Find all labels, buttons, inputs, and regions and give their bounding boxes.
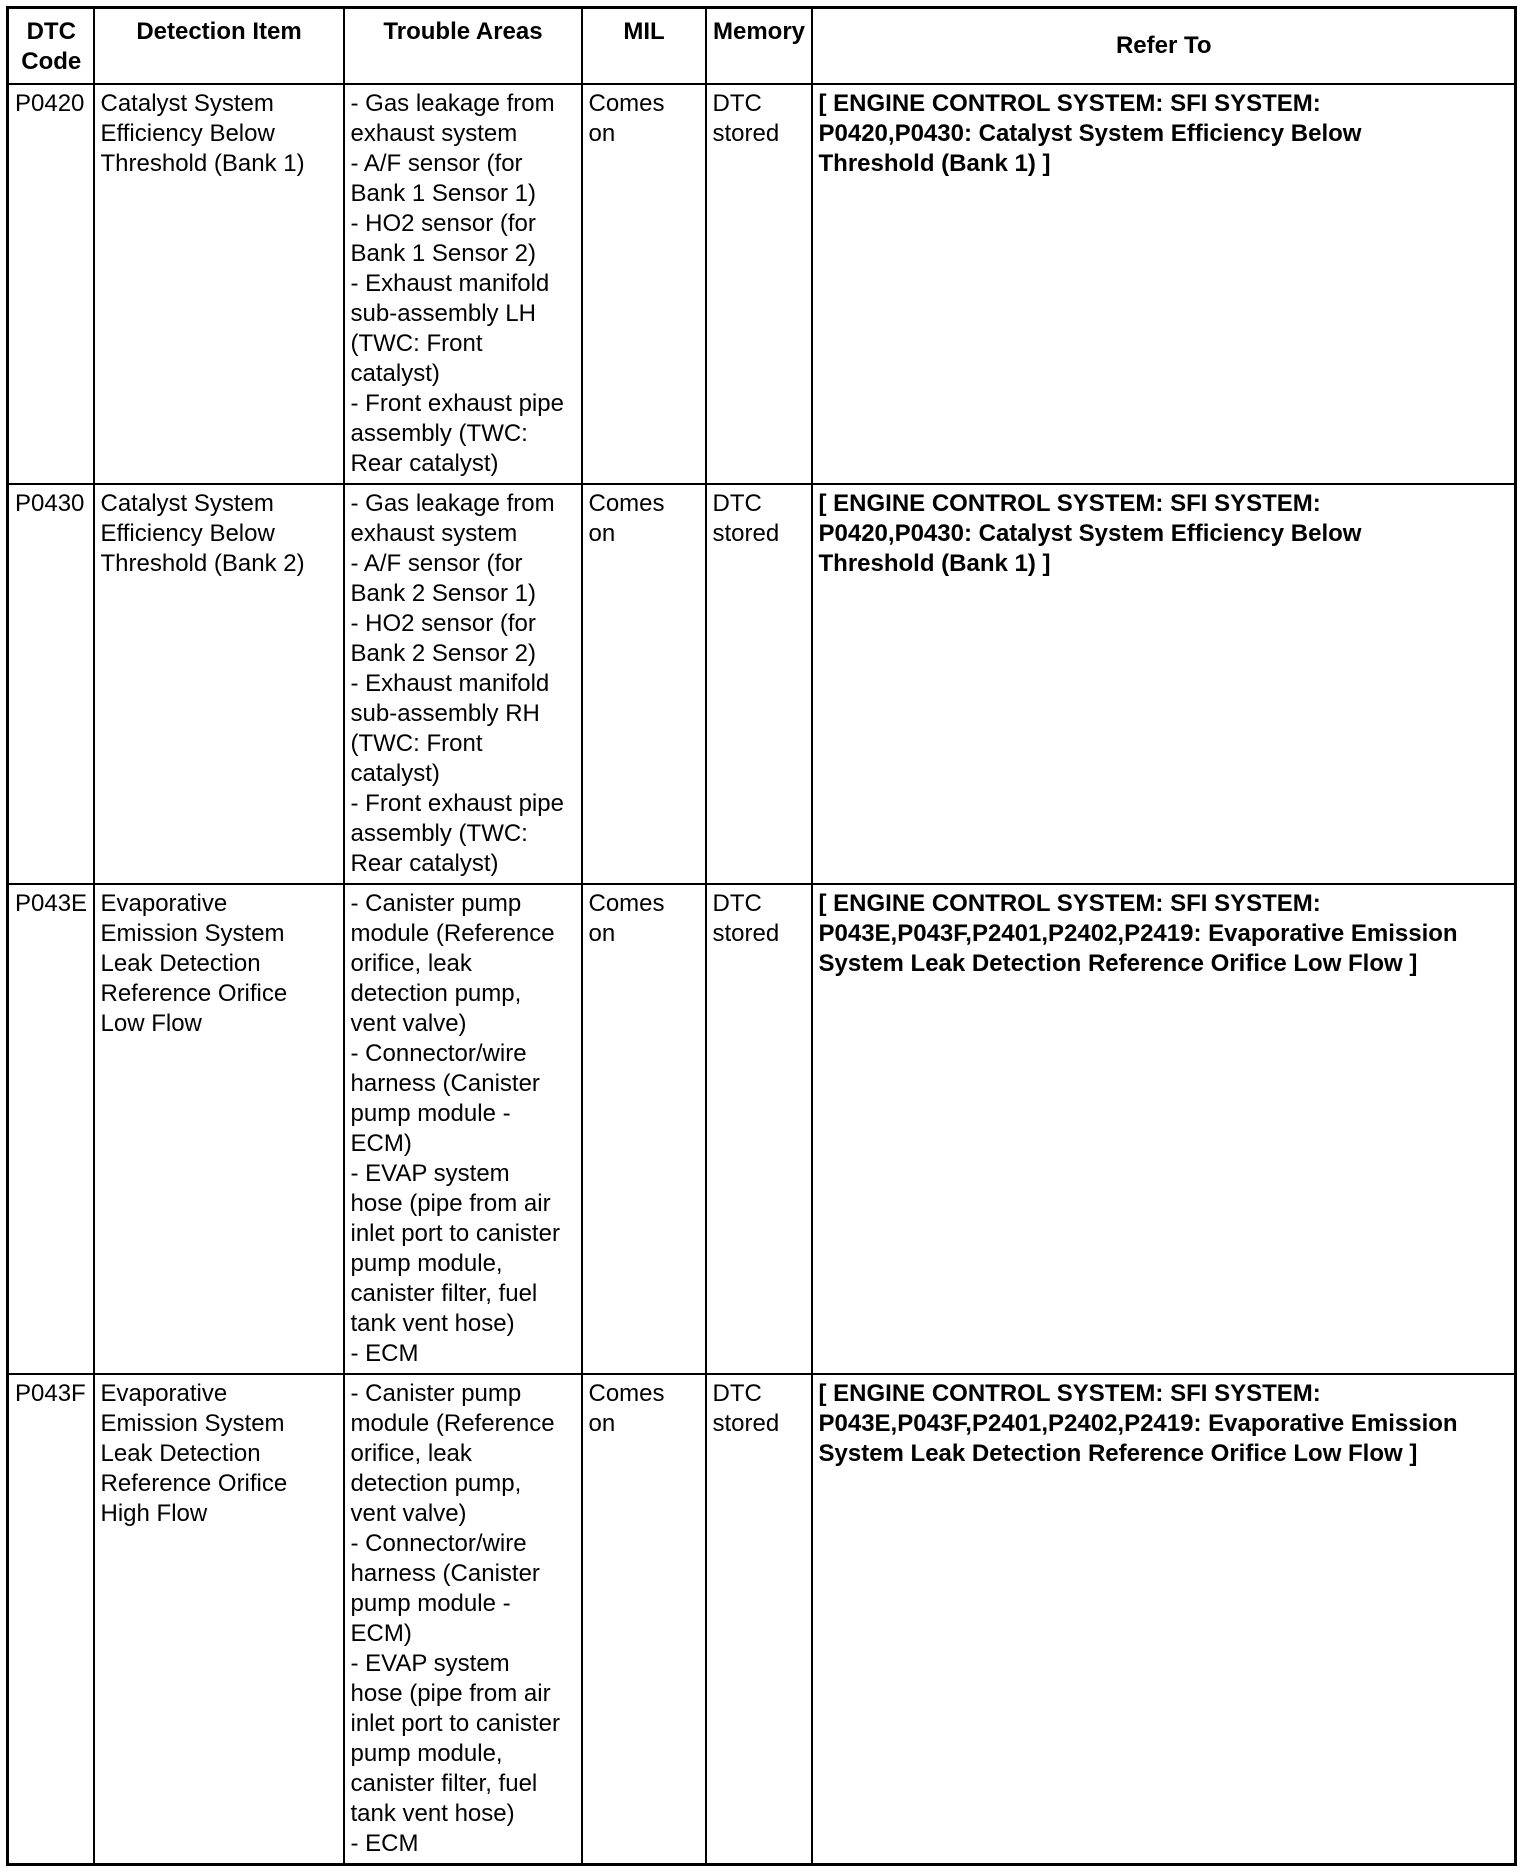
- refer-to-link-line[interactable]: [ ENGINE CONTROL SYSTEM: SFI SYSTEM:: [818, 90, 1321, 117]
- trouble-areas-cell-line: pump module,: [350, 1740, 503, 1767]
- trouble-areas-cell-line: hose (pipe from air: [350, 1190, 551, 1217]
- mil-cell: [582, 1374, 706, 1865]
- trouble-areas-cell-line: - Canister pump: [350, 890, 522, 917]
- memory-cell-line: stored: [712, 920, 780, 947]
- refer-to-link-line[interactable]: P0420,P0430: Catalyst System Efficiency Below: [818, 520, 1362, 547]
- trouble-areas-cell-line: - Exhaust manifold: [350, 670, 550, 697]
- trouble-areas-cell-line: pump module -: [350, 1100, 511, 1127]
- mil-cell-line: Comes: [588, 890, 665, 917]
- trouble-areas-cell-line: inlet port to canister: [350, 1220, 560, 1247]
- refer-to-link-line[interactable]: [ ENGINE CONTROL SYSTEM: SFI SYSTEM:: [818, 890, 1321, 917]
- table-row: [8, 1374, 1516, 1865]
- mil-cell: [582, 484, 706, 884]
- detection-item-cell: [94, 884, 344, 1374]
- memory-cell: [706, 1374, 812, 1865]
- mil-cell-line: Comes: [588, 1380, 665, 1407]
- trouble-areas-cell-line: sub-assembly RH: [350, 700, 540, 727]
- trouble-areas-cell-line: pump module -: [350, 1590, 511, 1617]
- refer-to-link-line[interactable]: P043E,P043F,P2401,P2402,P2419: Evaporative Emission: [818, 920, 1458, 947]
- trouble-areas-cell-line: Bank 1 Sensor 1): [350, 180, 536, 207]
- trouble-areas-cell-line: Bank 2 Sensor 1): [350, 580, 536, 607]
- detection-item-cell-line: Reference Orifice: [100, 980, 288, 1007]
- memory-cell-line: stored: [712, 1410, 780, 1437]
- trouble-areas-cell-line: - HO2 sensor (for: [350, 210, 536, 237]
- mil-cell: [582, 84, 706, 484]
- trouble-areas-cell: [344, 884, 582, 1374]
- trouble-areas-cell: [344, 84, 582, 484]
- memory-cell: [706, 884, 812, 1374]
- mil-cell-line: on: [588, 120, 616, 147]
- refer-to-link-line[interactable]: [ ENGINE CONTROL SYSTEM: SFI SYSTEM:: [818, 1380, 1321, 1407]
- refer-to-link-line[interactable]: [ ENGINE CONTROL SYSTEM: SFI SYSTEM:: [818, 490, 1321, 517]
- refer-to-link-line[interactable]: System Leak Detection Reference Orifice Low Flow ]: [818, 1440, 1418, 1467]
- mil-cell-line: on: [588, 1410, 616, 1437]
- refer-to-link-line[interactable]: Threshold (Bank 1) ]: [818, 150, 1051, 177]
- trouble-areas-cell-line: exhaust system: [350, 120, 518, 147]
- trouble-areas-cell-line: - Gas leakage from: [350, 490, 555, 517]
- memory-cell-line: DTC: [712, 1380, 762, 1407]
- detection-item-cell-line: Reference Orifice: [100, 1470, 288, 1497]
- trouble-areas-cell-line: orifice, leak: [350, 1440, 472, 1467]
- detection-item-cell: [94, 84, 344, 484]
- table-row: [8, 884, 1516, 1374]
- trouble-areas-cell-line: - Exhaust manifold: [350, 270, 550, 297]
- trouble-areas-cell-line: canister filter, fuel: [350, 1770, 538, 1797]
- trouble-areas-cell-line: canister filter, fuel: [350, 1280, 538, 1307]
- trouble-areas-cell-line: exhaust system: [350, 520, 518, 547]
- trouble-areas-cell-line: assembly (TWC:: [350, 820, 528, 847]
- trouble-areas-cell-line: vent valve): [350, 1500, 467, 1527]
- trouble-areas-cell-line: detection pump,: [350, 980, 522, 1007]
- memory-cell-line: stored: [712, 120, 780, 147]
- memory-cell: [706, 484, 812, 884]
- trouble-areas-cell-line: - A/F sensor (for: [350, 150, 523, 177]
- memory-cell-line: DTC: [712, 90, 762, 117]
- mil-cell-line: on: [588, 920, 616, 947]
- mil-cell-line: on: [588, 520, 616, 547]
- trouble-areas-cell-line: tank vent hose): [350, 1310, 515, 1337]
- header-dtc-code: [8, 8, 94, 85]
- trouble-areas-cell-line: - ECM: [350, 1830, 419, 1857]
- memory-cell: [706, 84, 812, 484]
- trouble-areas-cell-line: hose (pipe from air: [350, 1680, 551, 1707]
- detection-item-cell-line: Low Flow: [100, 1010, 202, 1037]
- table-row: [8, 484, 1516, 884]
- trouble-areas-cell-line: catalyst): [350, 360, 440, 387]
- trouble-areas-cell-line: catalyst): [350, 760, 440, 787]
- memory-cell-line: DTC: [712, 490, 762, 517]
- table-row: [8, 84, 1516, 484]
- refer-to-link-line[interactable]: P043E,P043F,P2401,P2402,P2419: Evaporative Emission: [818, 1410, 1458, 1437]
- trouble-areas-cell-line: (TWC: Front: [350, 330, 483, 357]
- refer-to-link-line[interactable]: Threshold (Bank 1) ]: [818, 550, 1051, 577]
- trouble-areas-cell-line: - Front exhaust pipe: [350, 790, 564, 817]
- detection-item-cell-line: Leak Detection: [100, 1440, 261, 1467]
- trouble-areas-cell-line: sub-assembly LH: [350, 300, 536, 327]
- detection-item-cell-line: Evaporative: [100, 1380, 228, 1407]
- detection-item-cell-line: Catalyst System: [100, 490, 274, 517]
- trouble-areas-cell-line: Rear catalyst): [350, 850, 499, 877]
- trouble-areas-cell-line: - Connector/wire: [350, 1040, 527, 1067]
- header-memory: Memory: [706, 8, 812, 85]
- dtc-code-cell: P0420: [8, 84, 94, 484]
- trouble-areas-cell-line: module (Reference: [350, 920, 555, 947]
- detection-item-cell-line: Leak Detection: [100, 950, 261, 977]
- refer-to-cell[interactable]: [812, 84, 1516, 484]
- detection-item-cell-line: Emission System: [100, 1410, 285, 1437]
- mil-cell-line: Comes: [588, 490, 665, 517]
- memory-cell-line: stored: [712, 520, 780, 547]
- header-mil: MIL: [582, 8, 706, 85]
- header-dtc-code-line: Code: [21, 48, 82, 75]
- header-detection-item: Detection Item: [94, 8, 344, 85]
- trouble-areas-cell-line: - Gas leakage from: [350, 90, 555, 117]
- table-header-row: [8, 8, 1516, 85]
- trouble-areas-cell-line: ECM): [350, 1130, 412, 1157]
- mil-cell-line: Comes: [588, 90, 665, 117]
- mil-cell: [582, 884, 706, 1374]
- trouble-areas-cell-line: ECM): [350, 1620, 412, 1647]
- detection-item-cell-line: Threshold (Bank 2): [100, 550, 305, 577]
- trouble-areas-cell: [344, 484, 582, 884]
- detection-item-cell: [94, 1374, 344, 1865]
- memory-cell-line: DTC: [712, 890, 762, 917]
- refer-to-cell[interactable]: [812, 484, 1516, 884]
- trouble-areas-cell-line: harness (Canister: [350, 1070, 540, 1097]
- dtc-table: [6, 6, 1517, 1866]
- detection-item-cell-line: Efficiency Below: [100, 120, 275, 147]
- trouble-areas-cell-line: tank vent hose): [350, 1800, 515, 1827]
- detection-item-cell-line: Efficiency Below: [100, 520, 275, 547]
- detection-item-cell-line: Emission System: [100, 920, 285, 947]
- trouble-areas-cell-line: - ECM: [350, 1340, 419, 1367]
- trouble-areas-cell-line: module (Reference: [350, 1410, 555, 1437]
- trouble-areas-cell-line: detection pump,: [350, 1470, 522, 1497]
- trouble-areas-cell-line: - EVAP system: [350, 1650, 510, 1677]
- trouble-areas-cell-line: vent valve): [350, 1010, 467, 1037]
- detection-item-cell: [94, 484, 344, 884]
- dtc-code-cell: P0430: [8, 484, 94, 884]
- trouble-areas-cell-line: harness (Canister: [350, 1560, 540, 1587]
- detection-item-cell-line: Threshold (Bank 1): [100, 150, 305, 177]
- trouble-areas-cell-line: Bank 2 Sensor 2): [350, 640, 536, 667]
- trouble-areas-cell-line: - EVAP system: [350, 1160, 510, 1187]
- header-refer-to: Refer To: [812, 8, 1516, 85]
- trouble-areas-cell-line: - Front exhaust pipe: [350, 390, 564, 417]
- dtc-code-cell: P043F: [8, 1374, 94, 1865]
- trouble-areas-cell: [344, 1374, 582, 1865]
- detection-item-cell-line: Evaporative: [100, 890, 228, 917]
- trouble-areas-cell-line: orifice, leak: [350, 950, 472, 977]
- trouble-areas-cell-line: inlet port to canister: [350, 1710, 560, 1737]
- refer-to-link-line[interactable]: System Leak Detection Reference Orifice Low Flow ]: [818, 950, 1418, 977]
- header-dtc-code-line: DTC: [26, 18, 76, 45]
- detection-item-cell-line: High Flow: [100, 1500, 208, 1527]
- refer-to-link-line[interactable]: P0420,P0430: Catalyst System Efficiency Below: [818, 120, 1362, 147]
- dtc-code-cell: P043E: [8, 884, 94, 1374]
- trouble-areas-cell-line: pump module,: [350, 1250, 503, 1277]
- header-trouble-areas: Trouble Areas: [344, 8, 582, 85]
- detection-item-cell-line: Catalyst System: [100, 90, 274, 117]
- trouble-areas-cell-line: - Connector/wire: [350, 1530, 527, 1557]
- trouble-areas-cell-line: - Canister pump: [350, 1380, 522, 1407]
- trouble-areas-cell-line: - A/F sensor (for: [350, 550, 523, 577]
- trouble-areas-cell-line: Bank 1 Sensor 2): [350, 240, 536, 267]
- document-page: [6, 6, 1517, 1866]
- table-body: [8, 84, 1516, 1865]
- trouble-areas-cell-line: assembly (TWC:: [350, 420, 528, 447]
- trouble-areas-cell-line: (TWC: Front: [350, 730, 483, 757]
- trouble-areas-cell-line: Rear catalyst): [350, 450, 499, 477]
- trouble-areas-cell-line: - HO2 sensor (for: [350, 610, 536, 637]
- refer-to-cell[interactable]: [812, 884, 1516, 1374]
- refer-to-cell[interactable]: [812, 1374, 1516, 1865]
